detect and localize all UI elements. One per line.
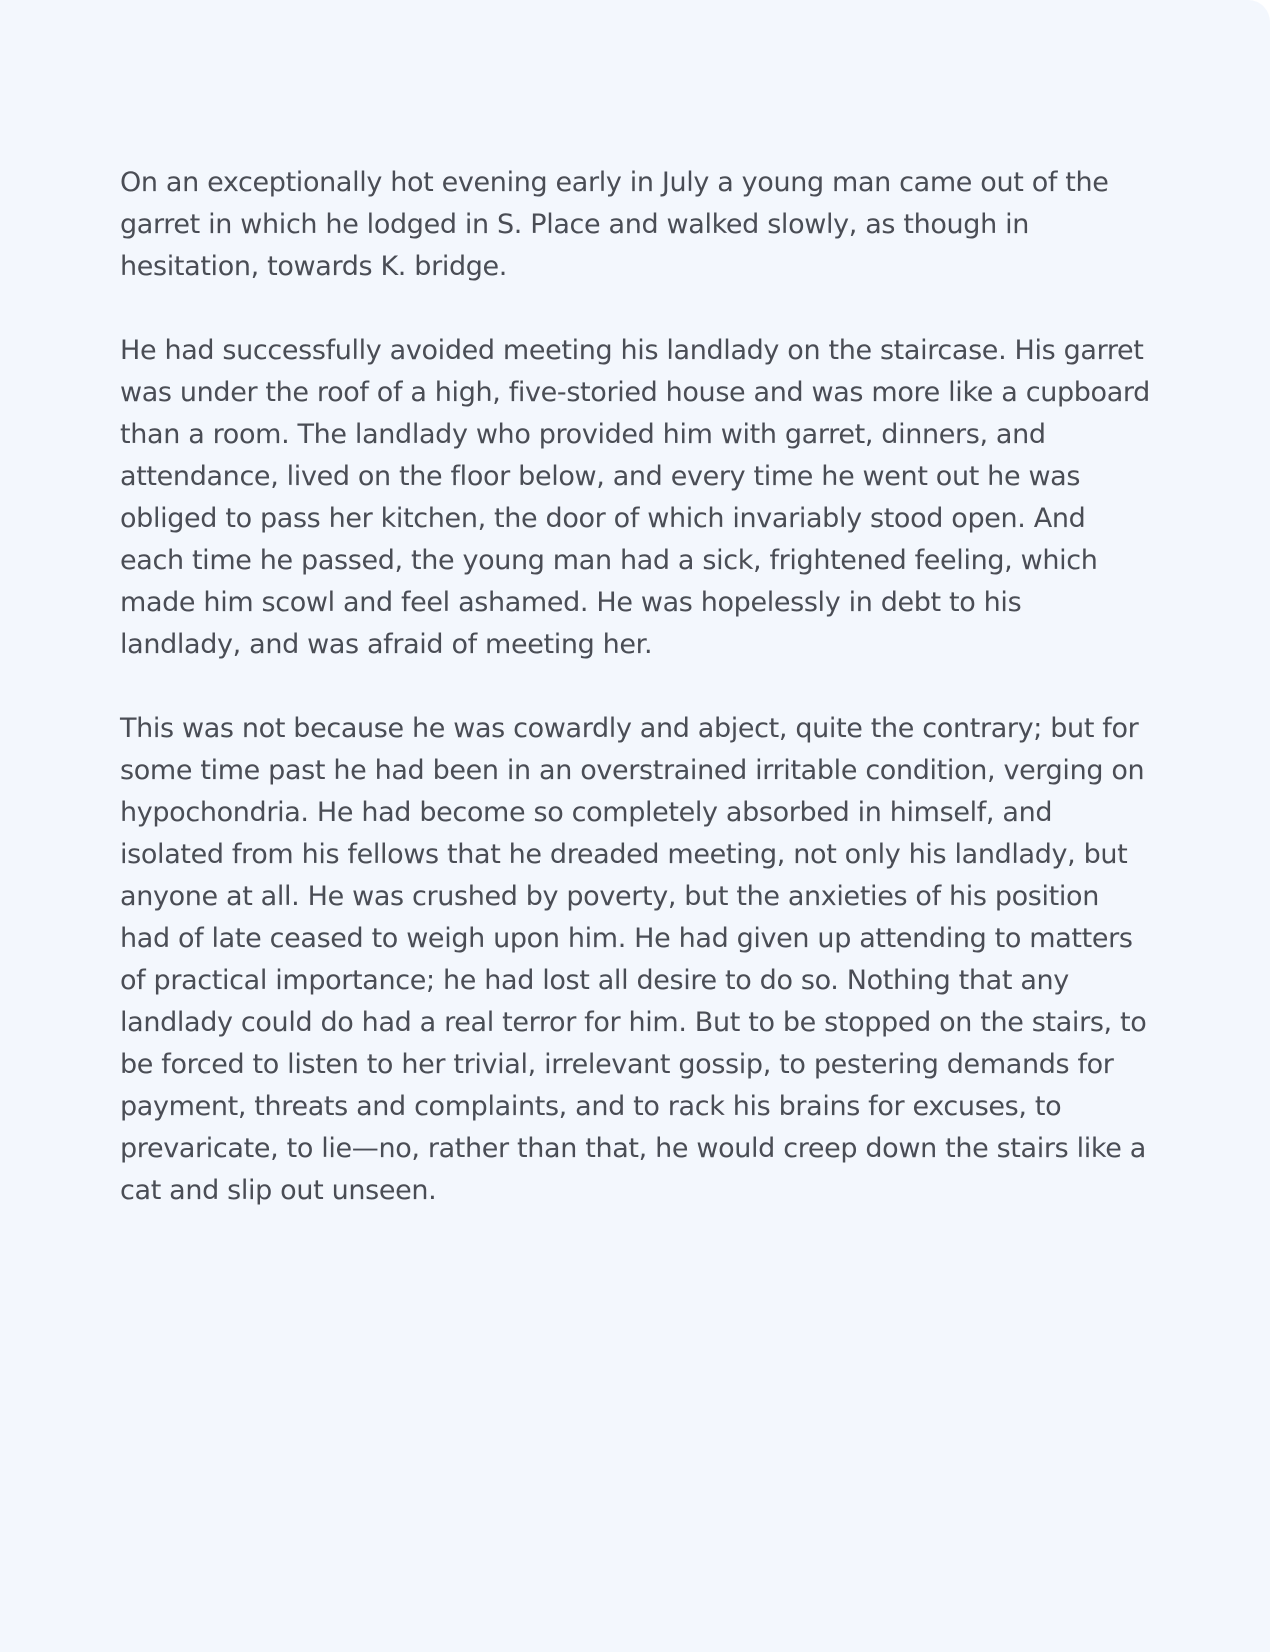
- paragraph-1: On an exceptionally hot evening early in July a young man came out of the garret in which he lodged in S. Place and walked slowly, as though in hesitation, towards K. bridge.: [120, 167, 1109, 282]
- paragraph-2: He had successfully avoided meeting his landlady on the staircase. His garret was under the roof of a high, five-storied house and was more like a cupboard than a room. The landlady who provided him with garret, dinners, and attendance, lived on the floor below, and every time he went out he was obliged to pass her kitchen, the door of which invariably stood open. And each time he passed, the young man had a sick, frightened feeling, which made him scowl and feel ashamed. He was hopelessly in debt to his landlady, and was afraid of meeting her.: [120, 335, 1150, 660]
- paragraph-3: This was not because he was cowardly and abject, quite the contrary; but for some time past he had been in an overstrained irritable condition, verging on hypochondria. He had become so completely absorbed in himself, and isolated from his fellows that he dreaded meeting, not only his landlady, but anyone at all. He was crushed by poverty, but the anxieties of his position had of late ceased to weigh upon him. He had given up attending to matters of practical importance; he had lost all desire to do so. Nothing that any landlady could do had a real terror for him. But to be stopped on the stairs, to be forced to listen to her trivial, irrelevant gossip, to pestering demands for payment, threats and complaints, and to rack his brains for excuses, to prevaricate, to lie—no, rather than that, he would creep down the stairs like a cat and slip out unseen.: [120, 713, 1147, 1206]
